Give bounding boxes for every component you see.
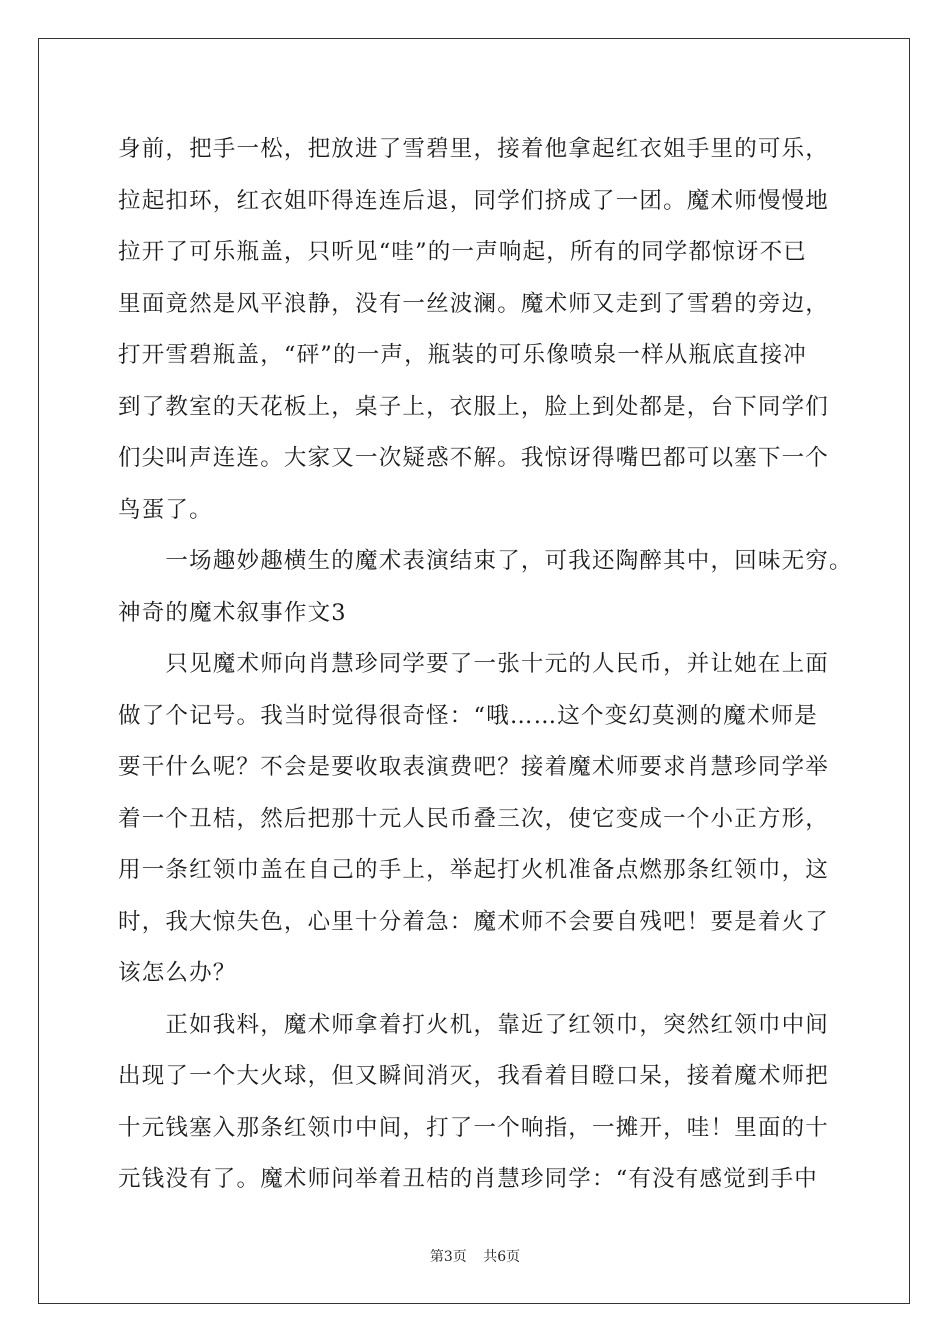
- text-line: 拉起扣环，红衣姐吓得连连后退，同学们挤成了一团。魔术师慢慢地: [118, 187, 830, 214]
- document-body: [118, 124, 853, 1206]
- text-line: 拉开了可乐瓶盖，只听见“哇”的一声响起，所有的同学都惊讶不已: [118, 239, 808, 265]
- text-line: 用一条红领巾盖在自己的手上，举起打火机准备点燃那条红领巾，这: [118, 857, 830, 883]
- text-line: 正如我料，魔术师拿着打火机，靠近了红领巾，突然红领巾中间: [118, 1011, 830, 1038]
- text-line: 打开雪碧瓶盖，“砰”的一声，瓶装的可乐像喷泉一样从瓶底直接冲: [118, 342, 808, 368]
- text-line: 元钱没有了。魔术师问举着丑桔的肖慧珍同学：“有没有感觉到手中: [118, 1166, 819, 1192]
- text-line: 着一个丑桔，然后把那十元人民币叠三次，使它变成一个小正方形，: [118, 805, 830, 832]
- text-line: 们尖叫声连连。大家又一次疑惑不解。我惊讶得嘴巴都可以塞下一个: [118, 445, 830, 471]
- text-line: 里面竟然是风平浪静，没有一丝波澜。魔术师又走到了雪碧的旁边，: [118, 290, 830, 317]
- text-line: 时，我大惊失色，心里十分着急：魔术师不会要自残吧！要是着火了: [118, 908, 830, 935]
- text-line: 要干什么呢？不会是要收取表演费吧？接着魔术师要求肖慧珍同学举: [118, 754, 830, 780]
- text-line: 出现了一个大火球，但又瞬间消灭，我看着目瞪口呆，接着魔术师把: [118, 1063, 830, 1089]
- text-line: 该怎么办？: [118, 960, 237, 986]
- text-line: 到了教室的天花板上，桌子上，衣服上，脸上到处都是，台下同学们: [118, 393, 830, 420]
- text-line: 身前，把手一松，把放进了雪碧里，接着他拿起红衣姐手里的可乐，: [118, 136, 830, 162]
- text-line: 十元钱塞入那条红领巾中间，打了一个响指，一摊开，哇！里面的十: [118, 1114, 830, 1141]
- page-footer: [0, 1246, 950, 1266]
- page-number-total: 共6页: [483, 1249, 521, 1265]
- text-line: 鸟蛋了。: [118, 496, 213, 523]
- text-line: 只见魔术师向肖慧珍同学要了一张十元的人民币，并让她在上面: [118, 651, 830, 677]
- page-number-current: 第3页: [429, 1249, 467, 1265]
- text-line: 做了个记号。我当时觉得很奇怪：“哦……这个变幻莫测的魔术师是: [118, 702, 819, 729]
- text-line: 一场趣妙趣横生的魔术表演结束了，可我还陶醉其中，回味无穷。: [118, 548, 853, 574]
- section-heading: 神奇的魔术叙事作文3: [118, 599, 347, 626]
